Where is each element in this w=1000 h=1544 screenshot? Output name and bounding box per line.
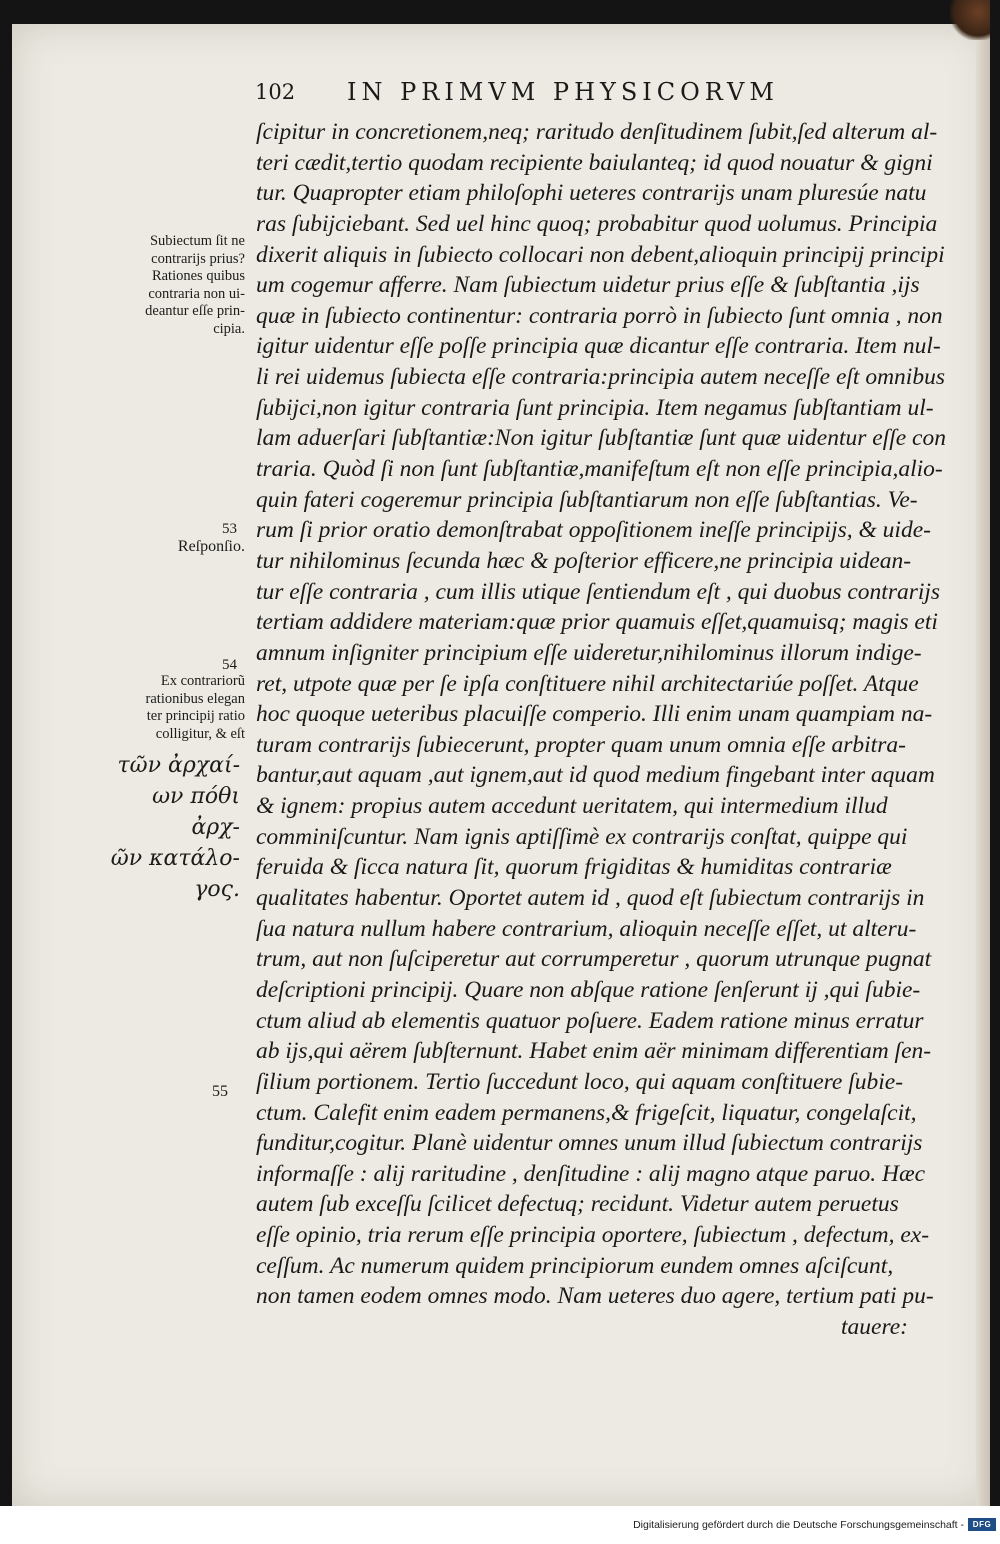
- catchword-line: tauere:: [841, 1313, 908, 1340]
- text-line: hoc quoque ueteribus placuiſſe comperio. Illi enim unam quampiam na-: [256, 701, 933, 728]
- text-line: dixerit aliquis in ſubiecto collocari non debent,alioquin principij principi: [256, 241, 945, 268]
- text-line: qualitates habentur. Oportet autem id , quod eſt ſubiectum contrarijs in: [256, 885, 925, 912]
- margin-note-line: deantur eſſe prin-: [145, 303, 245, 319]
- text-line: tertiam addidere materiam:quæ prior quamuis eſſet,quamuisq; magis eti: [256, 609, 938, 636]
- text-line: ſilium portionem. Tertio ſuccedunt loco, qui aquam conſtituere ſubie-: [256, 1068, 904, 1095]
- margin-note-ex-contrariorum: [100, 658, 245, 743]
- text-line: turam contrarijs ſubiecerunt, propter quam unum omnia eſſe arbitra-: [256, 731, 906, 758]
- dfg-logo: DFG: [968, 1518, 996, 1531]
- text-line: ceſſum. Ac numerum quidem principiorum eundem omnes aſciſcunt,: [256, 1252, 894, 1279]
- text-line: feruida & ſicca natura ſit, quorum frigiditas & humiditas contrariæ: [256, 854, 892, 881]
- text-line: quæ in ſubiecto continentur: contraria porrò in ſubiecto ſunt omnia , non: [256, 302, 943, 329]
- text-line: ret, utpote quæ per ſe ipſa conſtituere nihil architectariúe poſſet. Atque: [256, 670, 919, 697]
- margin-note-line: rationibus elegan: [145, 690, 245, 707]
- page-number: 102: [255, 80, 296, 104]
- text-line: trum, aut non ſuſciperetur aut corrumperetur , quorum utrunque pugnat: [256, 946, 932, 973]
- margin-note-subiectum: [100, 233, 245, 338]
- page-header: [255, 72, 855, 108]
- page-edge: [976, 24, 990, 1506]
- main-text-block: [256, 117, 946, 1343]
- margin-note-line: ter principij ratio: [146, 708, 245, 724]
- text-line: comminiſcuntur. Nam ignis aptiſſimè ex contrarijs conſtat, quippe qui: [256, 823, 908, 850]
- text-line: & ignem: propius autem accedunt ueritatem, qui intermedium illud: [256, 793, 888, 820]
- text-line: rum ſi prior oratio demonſtrabat oppoſitionem ineſſe principijs, & uide-: [256, 517, 931, 544]
- running-title: IN PRIMVM PHYSICORVM: [347, 78, 779, 106]
- text-line: um cogemur afferre. Nam ſubiectum uidetur prius eſſe & ſubſtantia ,ijs: [256, 272, 920, 299]
- text-line: lam aduerſari ſubſtantiæ:Non igitur ſubſtantiæ ſunt quæ uidentur eſſe con: [256, 425, 946, 452]
- text-line: ſua natura nullum habere contrarium, alioquin neceſſe eſſet, ut alteru-: [256, 915, 917, 942]
- margin-note-line: contrarijs prius?: [151, 250, 245, 267]
- text-line: eſſe opinio, tria rerum eſſe principia oportere, ſubiectum , defectum, ex-: [256, 1222, 930, 1249]
- greek-line: ων πόθι ἀρχ-: [152, 784, 240, 840]
- text-line: quin fateri cogeremur principia ſubſtantiarum non eſſe ſubſtantias. Ve-: [256, 486, 918, 513]
- text-line: funditur,cogitur. Planè uidentur omnes unum illud ſubiectum contrarijs: [256, 1130, 923, 1157]
- text-line: ſubijci,non igitur contraria ſunt principia. Item negamus ſubſtantiam ul-: [256, 394, 934, 421]
- margin-note-line: Reſponſio.: [177, 538, 245, 555]
- text-line: ab ijs,qui aërem ſubſternunt. Habet enim aër minimam differentiam ſen-: [256, 1038, 932, 1065]
- text-line: non tamen eodem omnes modo. Nam ueteres duo agere, tertium pati pu-: [256, 1283, 934, 1310]
- margin-note-line: Rationes quibus: [151, 268, 245, 284]
- text-line: ctum aliud ab elementis quatuor poſuere. Eadem ratione minus erratur: [256, 1007, 924, 1034]
- margin-note-line: colligitur, & eſt: [155, 725, 245, 742]
- margin-note-greek: [100, 750, 240, 905]
- margin-section-number: 53: [222, 521, 237, 537]
- text-line: ſcipitur in concretionem,neq; raritudo denſitudinem ſubit,ſed alterum al-: [256, 119, 938, 145]
- digitization-footer: [0, 1506, 1000, 1544]
- margin-section-number: 55: [212, 1083, 228, 1100]
- text-line: tur nihilominus ſecunda hæc & poſterior efficere,ne principia uidean-: [256, 547, 912, 574]
- margin-note-line: contraria non ui-: [148, 285, 245, 302]
- margin-note-line: cipia.: [213, 320, 245, 337]
- text-line: ras ſubijciebant. Sed uel hinc quoq; probabitur quod uolumus. Principia: [256, 210, 938, 237]
- text-line: tur. Quapropter etiam philoſophi ueteres contrarijs unam pluresúe natu: [256, 180, 927, 207]
- text-line: igitur uidentur eſſe poſſe principia quæ dicantur eſſe contraria. Item nul-: [256, 333, 941, 360]
- margin-note-line: Ex contrariorũ: [160, 673, 245, 689]
- text-line: autem ſub exceſſu ſcilicet defectuq; recidunt. Videtur autem peruetus: [256, 1191, 899, 1218]
- margin-section-number: 54: [222, 657, 237, 673]
- greek-line: τῶν ἀρχαί-: [117, 753, 240, 778]
- margin-note-line: Subiectum ſit ne: [149, 233, 245, 249]
- greek-line: ῶν κατάλο-: [110, 846, 240, 871]
- text-line: bantur,aut aquam ,aut ignem,aut id quod medium fingebant inter aquam: [256, 762, 935, 789]
- text-line: li rei uidemus ſubiecta eſſe contraria:principia autem neceſſe eſt omnibus: [256, 364, 945, 391]
- text-line: teri cædit,tertio quodam recipiente baiulanteq; id quod nouatur & gigni: [256, 149, 933, 176]
- funding-credit: Digitalisierung gefördert durch die Deutsche Forschungsgemeinschaft -: [633, 1519, 964, 1531]
- margin-note-responsio: [100, 522, 245, 557]
- text-line: informaſſe : alij raritudine , denſitudine : alij magno atque paruo. Hæc: [256, 1160, 926, 1187]
- greek-line: γος.: [194, 877, 240, 902]
- text-line: deſcriptioni principij. Quare non abſque ratione ſenſerunt ij ,qui ſubie-: [256, 976, 921, 1003]
- text-line: ctum. Calefit enim eadem permanens,& frigeſcit, liquatur, congelaſcit,: [256, 1099, 917, 1126]
- text-line: amnum inſigniter principium eſſe uideretur,nihilominus illorum indige-: [256, 639, 922, 666]
- corner-stain: [950, 0, 990, 40]
- text-line: traria. Quòd ſi non ſunt ſubſtantiæ,manifeſtum eſt non eſſe principia,alio-: [256, 456, 943, 483]
- text-line: tur eſſe contraria , cum illis utique ſentiendum eſt , qui duobus contrarijs: [256, 578, 941, 605]
